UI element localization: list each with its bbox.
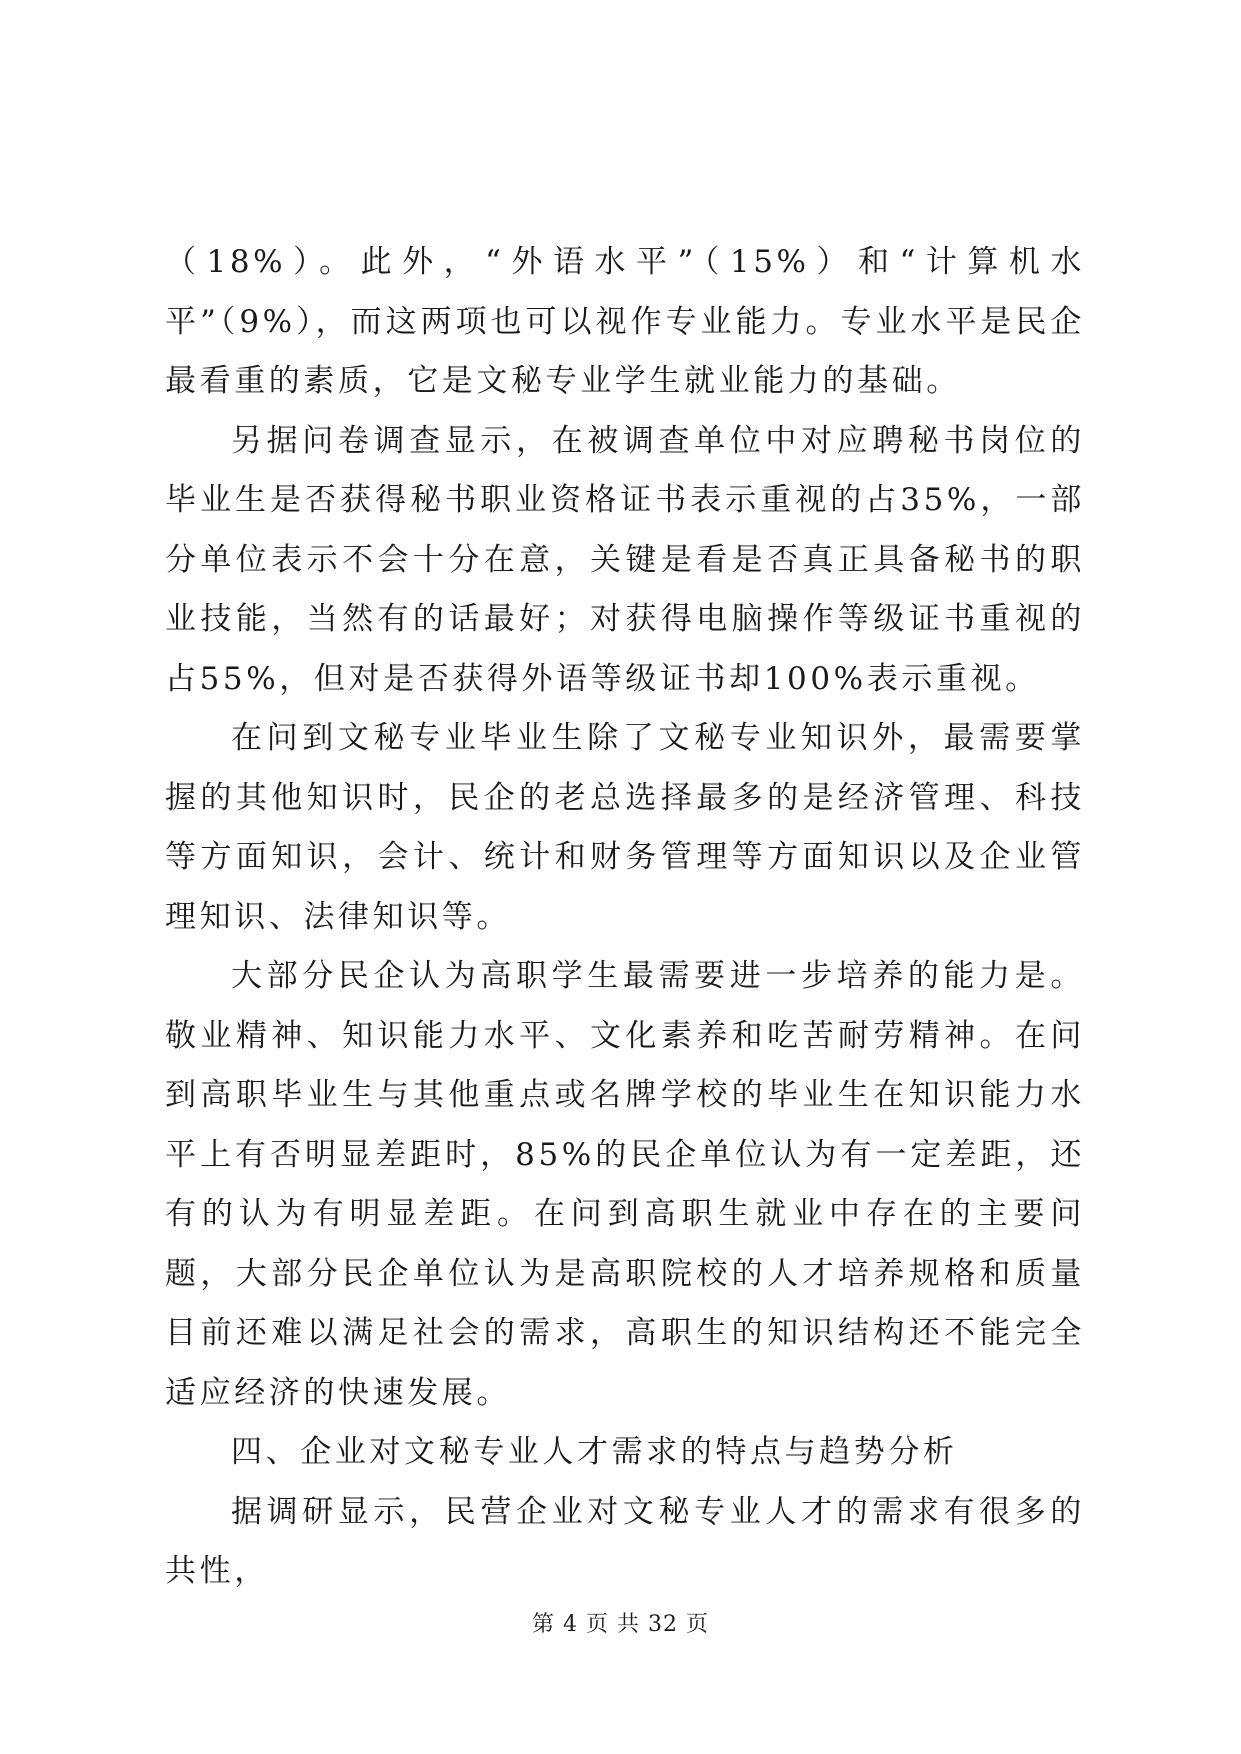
paragraph-4: 大部分民企认为高职学生最需要进一步培养的能力是。敬业精神、知识能力水平、文化素养和吃苦耐劳精神。在问到高职毕业生与其他重点或名牌学校的毕业生在知识能力水平上有否明显差距时，85%的民企单位认为有一定差距，还有的认为有明显差距。在问到高职生就业中存在的主要问题，大部分民企单位认为是高职院校的人才培养规格和质量目前还难以满足社会的需求，高职生的知识结构还不能完全适应经济的快速发展。 — [165, 958, 1085, 1411]
paragraph-5: 据调研显示，民营企业对文秘专业人才的需求有很多的共性， — [165, 1493, 1085, 1589]
document-body — [165, 233, 1085, 1602]
paragraph-3: 在问到文秘专业毕业生除了文秘专业知识外，最需要掌握的其他知识时，民企的老总选择最多的是经济管理、科技等方面知识，会计、统计和财务管理等方面知识以及企业管理知识、法律知识等。 — [165, 720, 1085, 935]
section-heading: 四、企业对文秘专业人才需求的特点与趋势分析 — [231, 1434, 958, 1470]
paragraph-2: 另据问卷调查显示，在被调查单位中对应聘秘书岗位的毕业生是否获得秘书职业资格证书表示重视的占35%，一部分单位表示不会十分在意，关键是看是否真正具备秘书的职业技能，当然有的话最好；对获得电脑操作等级证书重视的占55%，但对是否获得外语等级证书却100%表示重视。 — [165, 422, 1085, 697]
paragraph-1: （18%）。此外，“外语水平”（15%）和“计算机水平”（9%），而这两项也可以视作专业能力。专业水平是民企最看重的素质，它是文秘专业学生就业能力的基础。 — [165, 244, 1085, 399]
page-number-footer: 第 4 页 共 32 页 — [532, 1612, 709, 1637]
